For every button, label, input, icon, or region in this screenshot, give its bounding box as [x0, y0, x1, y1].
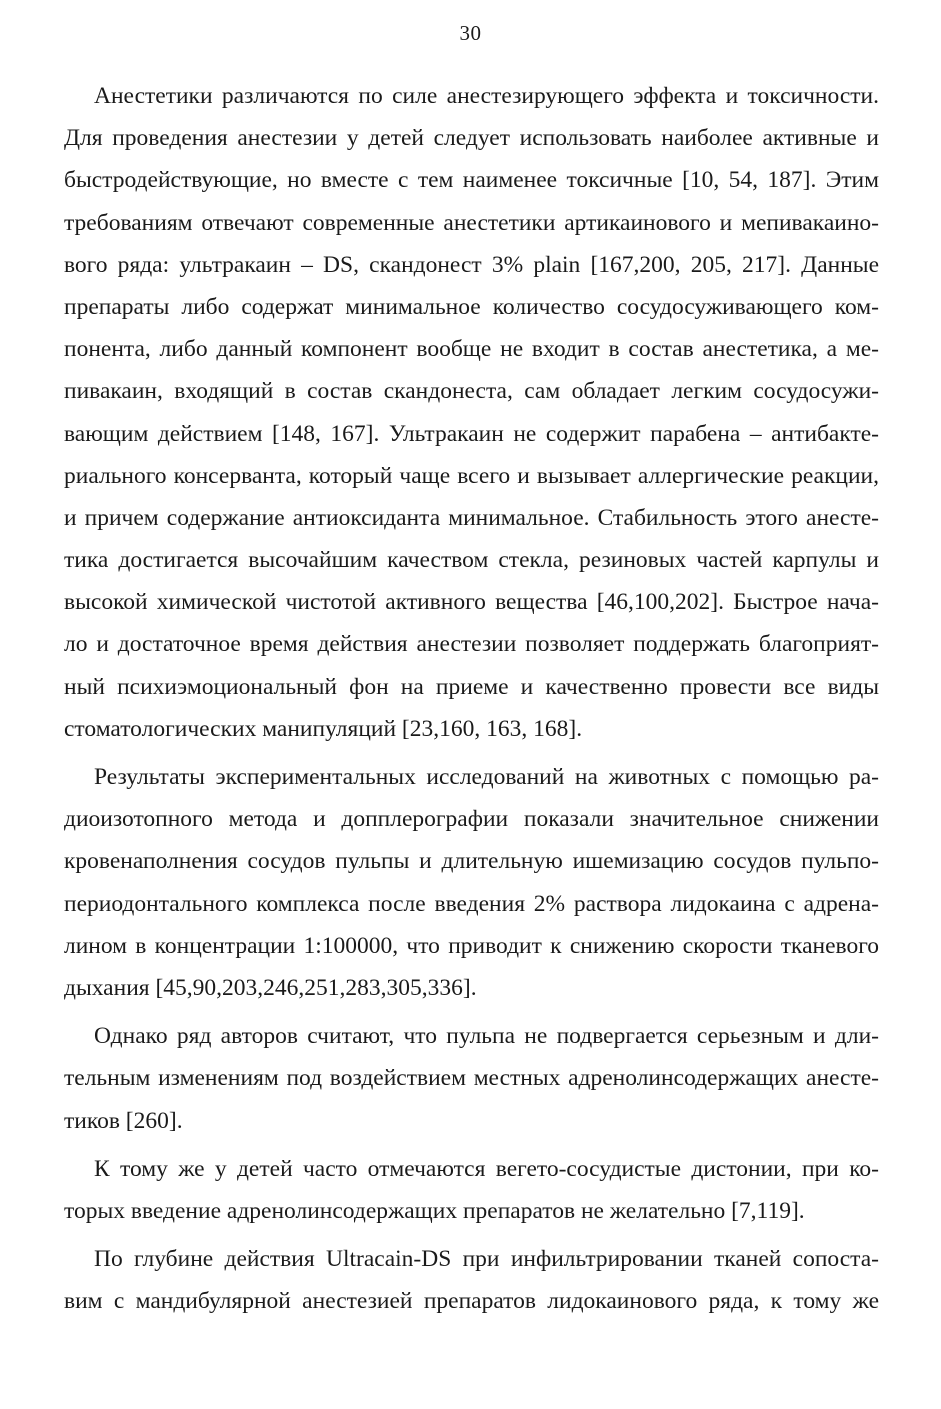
- text-line: К тому же у детей часто отмечаются вегето-сосудистые дистонии, при ко-: [94, 1155, 879, 1182]
- text-line: Однако ряд авторов считают, что пульпа не подвергается серьезным и дли-: [94, 1023, 879, 1050]
- text-line: тиков [260].: [64, 1107, 183, 1134]
- text-line: вим с мандибулярной анестезией препаратов лидокаинового ряда, к тому же: [64, 1288, 879, 1315]
- text-line: По глубине действия Ultracain-DS при инфильтрировании тканей сопоста-: [94, 1246, 879, 1273]
- text-line: риального консерванта, который чаще всего и вызывает аллергические реакции,: [64, 462, 879, 489]
- text-line: вого ряда: ультракаин – DS, скандонест 3% plain [167,200, 205, 217]. Данные: [64, 251, 879, 278]
- text-line: высокой химической чистотой активного вещества [46,100,202]. Быстрое нача-: [64, 589, 879, 616]
- body-text: [64, 75, 879, 1322]
- paragraph: [64, 756, 879, 1009]
- text-line: и причем содержание антиоксиданта минимальное. Стабильность этого анесте-: [64, 504, 879, 531]
- paragraph: [64, 1148, 879, 1232]
- page-number: 30: [459, 21, 482, 45]
- text-line: диоизотопного метода и допплерографии показали значительное снижении: [64, 806, 879, 833]
- text-line: вающим действием [148, 167]. Ультракаин не содержит парабена – антибакте-: [64, 420, 879, 447]
- text-line: тика достигается высочайшим качеством стекла, резиновых частей карпулы и: [64, 547, 879, 574]
- paragraph: [64, 1238, 879, 1322]
- text-line: периодонтального комплекса после введения 2% раствора лидокаина с адрена-: [64, 890, 879, 917]
- text-line: пивакаин, входящий в состав скандонеста, сам обладает легким сосудосужи-: [64, 378, 879, 405]
- paragraph: [64, 1015, 879, 1142]
- text-line: стоматологических манипуляций [23,160, 163, 168].: [64, 715, 583, 742]
- text-line: Результаты экспериментальных исследований на животных с помощью ра-: [94, 764, 879, 790]
- text-line: торых введение адренолинсодержащих препаратов не желательно [7,119].: [64, 1197, 805, 1224]
- text-line: тельным изменениям под воздействием местных адренолинсодержащих анесте-: [64, 1065, 879, 1092]
- text-line: ный психиэмоциональный фон на приеме и качественно провести все виды: [64, 673, 879, 700]
- text-line: Для проведения анестезии у детей следует использовать наиболее активные и: [64, 125, 879, 152]
- paragraph: [64, 75, 879, 750]
- text-line: Анестетики различаются по силе анестезирующего эффекта и токсичности.: [94, 83, 879, 109]
- text-line: препараты либо содержат минимальное количество сосудосуживающего ком-: [64, 293, 879, 320]
- text-line: кровенаполнения сосудов пульпы и длительную ишемизацию сосудов пульпо-: [64, 848, 879, 875]
- text-line: дыхания [45,90,203,246,251,283,305,336].: [64, 974, 477, 1001]
- text-line: требованиям отвечают современные анестетики артикаинового и мепивакаино-: [64, 209, 879, 236]
- text-line: лином в концентрации 1:100000, что приводит к снижению скорости тканевого: [64, 932, 879, 959]
- text-line: быстродействующие, но вместе с тем наименее токсичные [10, 54, 187]. Этим: [64, 167, 879, 194]
- text-line: ло и достаточное время действия анестезии позволяет поддержать благоприят-: [64, 631, 879, 658]
- text-line: понента, либо данный компонент вообще не входит в состав анестетика, а ме-: [64, 336, 879, 363]
